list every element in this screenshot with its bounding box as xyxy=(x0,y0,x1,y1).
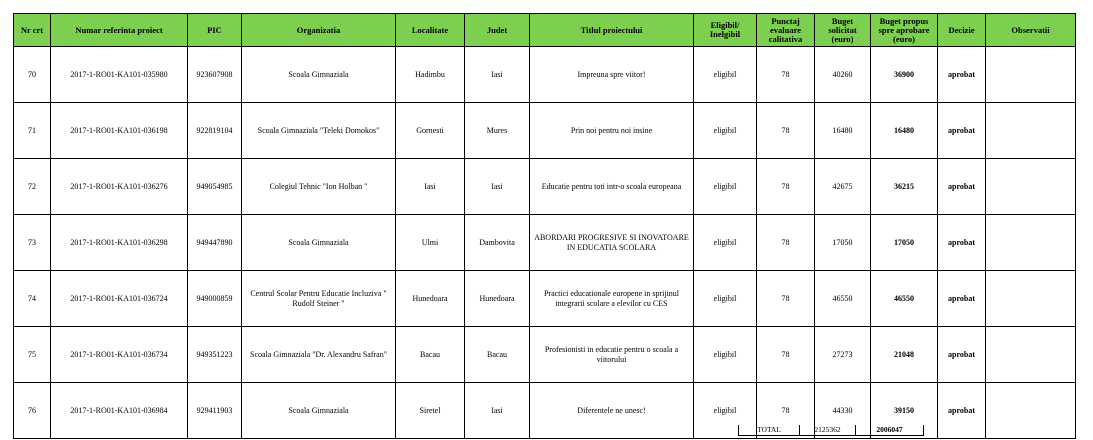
cell-decizie: aprobat xyxy=(938,383,986,439)
cell-loc: Bacau xyxy=(396,327,465,383)
header-ref: Numar referinta proiect xyxy=(51,14,188,47)
cell-titlu: ABORDARI PROGRESIVE SI INOVATOARE IN EDUCATIA SCOLARA xyxy=(530,215,694,271)
cell-punctaj: 78 xyxy=(757,271,815,327)
cell-ref: 2017-1-RO01-KA101-036734 xyxy=(51,327,188,383)
cell-decizie: aprobat xyxy=(938,215,986,271)
cell-decizie: aprobat xyxy=(938,271,986,327)
cell-org: Centrul Scolar Pentru Educatie Incluziva " Rudolf Steiner " xyxy=(242,271,396,327)
cell-buget-sol: 27273 xyxy=(815,327,871,383)
header-row xyxy=(14,14,1076,47)
cell-obs xyxy=(986,383,1076,439)
header-punctaj: Punctaj evaluare calitativa xyxy=(757,14,815,47)
cell-buget-prop: 39150 xyxy=(871,383,938,439)
total-label: TOTAL xyxy=(738,425,800,436)
cell-obs xyxy=(986,271,1076,327)
cell-judet: Dambovita xyxy=(465,215,530,271)
cell-buget-sol: 44330 xyxy=(815,383,871,439)
table-row xyxy=(14,47,1076,103)
cell-obs xyxy=(986,159,1076,215)
cell-loc: Iasi xyxy=(396,159,465,215)
cell-pic: 923607908 xyxy=(188,47,242,103)
cell-judet: Iasi xyxy=(465,159,530,215)
cell-buget-sol: 46550 xyxy=(815,271,871,327)
cell-decizie: aprobat xyxy=(938,47,986,103)
cell-ref: 2017-1-RO01-KA101-036984 xyxy=(51,383,188,439)
cell-obs xyxy=(986,215,1076,271)
cell-nr: 73 xyxy=(14,215,51,271)
cell-judet: Bacau xyxy=(465,327,530,383)
cell-pic: 922819104 xyxy=(188,103,242,159)
cell-judet: Iasi xyxy=(465,47,530,103)
cell-loc: Hunedoara xyxy=(396,271,465,327)
cell-titlu: Profesionisti in educatie pentru o scoala a viitorului xyxy=(530,327,694,383)
cell-elig: eligibil xyxy=(694,47,757,103)
cell-buget-sol: 16480 xyxy=(815,103,871,159)
cell-buget-prop: 46550 xyxy=(871,271,938,327)
cell-loc: Ulmi xyxy=(396,215,465,271)
total-buget-solicitat: 2125362 xyxy=(800,425,856,436)
cell-nr: 74 xyxy=(14,271,51,327)
cell-org: Scoala Gimnaziala xyxy=(242,383,396,439)
cell-loc: Hadimbu xyxy=(396,47,465,103)
total-buget-propus: 2006047 xyxy=(856,425,924,436)
header-titlu: Titlul proiectului xyxy=(530,14,694,47)
cell-buget-prop: 16480 xyxy=(871,103,938,159)
cell-punctaj: 78 xyxy=(757,103,815,159)
cell-judet: Hunedoara xyxy=(465,271,530,327)
cell-punctaj: 78 xyxy=(757,47,815,103)
cell-ref: 2017-1-RO01-KA101-035980 xyxy=(51,47,188,103)
table-row xyxy=(14,159,1076,215)
cell-punctaj: 78 xyxy=(757,327,815,383)
cell-nr: 70 xyxy=(14,47,51,103)
cell-pic: 949447890 xyxy=(188,215,242,271)
table-row xyxy=(14,215,1076,271)
cell-decizie: aprobat xyxy=(938,159,986,215)
cell-titlu: Prin noi pentru noi insine xyxy=(530,103,694,159)
header-buget-sol: Buget solicitat (euro) xyxy=(815,14,871,47)
projects-table xyxy=(13,13,1076,439)
cell-elig: eligibil xyxy=(694,215,757,271)
cell-buget-prop: 21048 xyxy=(871,327,938,383)
cell-loc: Siretel xyxy=(396,383,465,439)
header-obs: Observatii xyxy=(986,14,1076,47)
cell-org: Scoala Gimnaziala "Dr. Alexandru Safran" xyxy=(242,327,396,383)
cell-buget-sol: 17050 xyxy=(815,215,871,271)
table-row xyxy=(14,327,1076,383)
header-loc: Localitate xyxy=(396,14,465,47)
cell-obs xyxy=(986,47,1076,103)
header-buget-prop: Buget propus spre aprobare (euro) xyxy=(871,14,938,47)
cell-titlu: Diferentele ne unesc! xyxy=(530,383,694,439)
cell-punctaj: 78 xyxy=(757,215,815,271)
cell-decizie: aprobat xyxy=(938,327,986,383)
cell-ref: 2017-1-RO01-KA101-036276 xyxy=(51,159,188,215)
cell-judet: Mures xyxy=(465,103,530,159)
cell-titlu: Educatie pentru toti intr-o scoala europeana xyxy=(530,159,694,215)
total-row xyxy=(738,425,924,436)
header-nr: Nr crt xyxy=(14,14,51,47)
header-judet: Judet xyxy=(465,14,530,47)
cell-ref: 2017-1-RO01-KA101-036724 xyxy=(51,271,188,327)
cell-org: Scoala Gimnaziala xyxy=(242,47,396,103)
header-decizie: Decizie xyxy=(938,14,986,47)
table-row xyxy=(14,271,1076,327)
cell-elig: eligibil xyxy=(694,103,757,159)
cell-buget-sol: 42675 xyxy=(815,159,871,215)
cell-buget-prop: 36900 xyxy=(871,47,938,103)
cell-nr: 76 xyxy=(14,383,51,439)
cell-titlu: Practici educationale europene in sprijinul integrarii scolare a elevilor cu CES xyxy=(530,271,694,327)
table-row xyxy=(14,103,1076,159)
cell-org: Scoala Gimnaziala "Teleki Domokos" xyxy=(242,103,396,159)
cell-pic: 949000859 xyxy=(188,271,242,327)
header-pic: PIC xyxy=(188,14,242,47)
cell-pic: 929411903 xyxy=(188,383,242,439)
cell-nr: 71 xyxy=(14,103,51,159)
cell-judet: Iasi xyxy=(465,383,530,439)
cell-buget-prop: 36215 xyxy=(871,159,938,215)
cell-elig: eligibil xyxy=(694,271,757,327)
cell-nr: 72 xyxy=(14,159,51,215)
cell-obs xyxy=(986,103,1076,159)
projects-sheet xyxy=(13,13,1075,439)
cell-loc: Gornesti xyxy=(396,103,465,159)
cell-elig: eligibil xyxy=(694,383,757,439)
cell-ref: 2017-1-RO01-KA101-036198 xyxy=(51,103,188,159)
header-org: Organizatia xyxy=(242,14,396,47)
cell-org: Scoala Gimnaziala xyxy=(242,215,396,271)
cell-ref: 2017-1-RO01-KA101-036298 xyxy=(51,215,188,271)
cell-decizie: aprobat xyxy=(938,103,986,159)
cell-nr: 75 xyxy=(14,327,51,383)
cell-punctaj: 78 xyxy=(757,383,815,439)
cell-buget-prop: 17050 xyxy=(871,215,938,271)
cell-org: Colegiul Tehnic "Ion Holban " xyxy=(242,159,396,215)
cell-buget-sol: 40260 xyxy=(815,47,871,103)
cell-pic: 949351223 xyxy=(188,327,242,383)
cell-pic: 949054985 xyxy=(188,159,242,215)
cell-elig: eligibil xyxy=(694,159,757,215)
cell-punctaj: 78 xyxy=(757,159,815,215)
cell-elig: eligibil xyxy=(694,327,757,383)
cell-titlu: Impreuna spre viitor! xyxy=(530,47,694,103)
cell-obs xyxy=(986,327,1076,383)
header-elig: Eligibil/ Inelgibil xyxy=(694,14,757,47)
